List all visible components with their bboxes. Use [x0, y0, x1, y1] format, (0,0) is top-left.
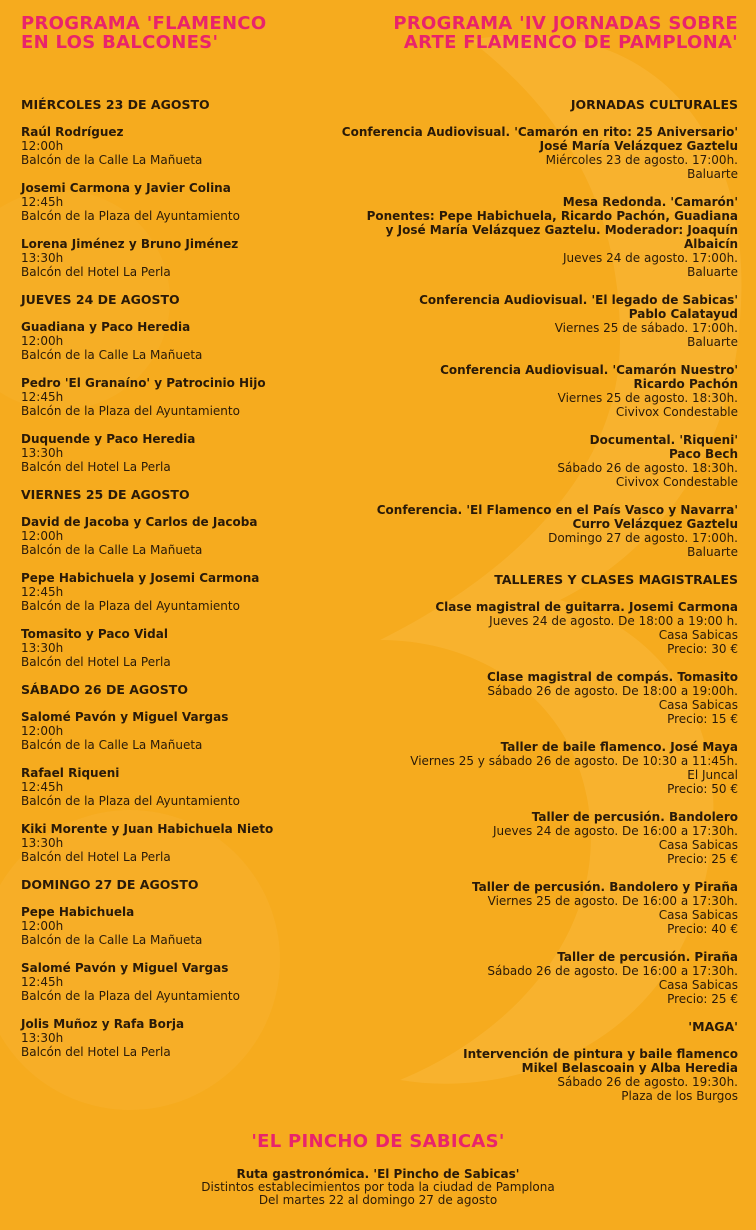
event-item: [21, 822, 351, 864]
item-title-line: Conferencia. 'El Flamenco en el País Vasco y Navarra': [376, 503, 738, 517]
item-title-line: Curro Velázquez Gaztelu: [572, 517, 738, 531]
item-detail-line: Jueves 24 de agosto. De 16:00 a 17:30h.: [492, 824, 738, 838]
program-section: [338, 1020, 738, 1103]
event-place: Balcón del Hotel La Perla: [21, 265, 171, 279]
item-detail-line: Civivox Condestable: [615, 405, 738, 419]
item-detail-line: Sábado 26 de agosto. De 16:00 a 17:30h.: [487, 964, 738, 978]
pincho-footer: [0, 1132, 756, 1207]
footer-line-3: Del martes 22 al domingo 27 de agosto: [258, 1193, 498, 1207]
event-artist: Kiki Morente y Juan Habichuela Nieto: [21, 822, 274, 836]
item-detail-line: Viernes 25 y sábado 26 de agosto. De 10:30 a 11:45h.: [410, 754, 738, 768]
event-time: 12:45h: [21, 585, 64, 599]
day-heading: DOMINGO 27 DE AGOSTO: [21, 877, 199, 892]
event-artist: Pepe Habichuela: [21, 905, 135, 919]
item-detail-line: Domingo 27 de agosto. 17:00h.: [548, 531, 738, 545]
event-item: [21, 710, 351, 752]
item-detail-line: Miércoles 23 de agosto. 17:00h.: [545, 153, 738, 167]
event-time: 13:30h: [21, 251, 64, 265]
event-place: Balcón del Hotel La Perla: [21, 655, 171, 669]
footer-line-1: Ruta gastronómica. 'El Pincho de Sabicas': [236, 1167, 520, 1181]
event-place: Balcón del Hotel La Perla: [21, 460, 171, 474]
program-item: [338, 810, 738, 866]
event-time: 12:45h: [21, 780, 64, 794]
program-item: [338, 433, 738, 489]
item-title-line: Mesa Redonda. 'Camarón': [562, 195, 738, 209]
day-heading: JUEVES 24 DE AGOSTO: [21, 292, 180, 307]
program-item: [338, 125, 738, 181]
item-title-line: Taller de percusión. Bandolero y Piraña: [472, 880, 738, 894]
event-time: 12:00h: [21, 724, 64, 738]
day-block: [21, 293, 351, 474]
item-detail-line: Precio: 30 €: [667, 642, 738, 656]
event-place: Balcón de la Plaza del Ayuntamiento: [21, 404, 240, 418]
event-artist: Salomé Pavón y Miguel Vargas: [21, 710, 229, 724]
event-artist: Lorena Jiménez y Bruno Jiménez: [21, 237, 239, 251]
program-item: [338, 1047, 738, 1103]
event-time: 12:45h: [21, 390, 64, 404]
event-item: [21, 515, 351, 557]
event-place: Balcón de la Calle La Mañueta: [21, 153, 203, 167]
item-detail-line: Baluarte: [687, 265, 738, 279]
event-item: [21, 1017, 351, 1059]
item-detail-line: Viernes 25 de agosto. De 16:00 a 17:30h.: [487, 894, 738, 908]
event-item: [21, 571, 351, 613]
item-detail-line: Sábado 26 de agosto. 19:30h.: [557, 1075, 738, 1089]
item-title-line: Pablo Calatayud: [628, 307, 738, 321]
item-title-line: José María Velázquez Gaztelu: [539, 139, 738, 153]
item-detail-line: Viernes 25 de sábado. 17:00h.: [554, 321, 738, 335]
item-title-line: Mikel Belascoain y Alba Heredia: [521, 1061, 738, 1075]
left-days-list: [21, 98, 351, 1059]
event-artist: Duquende y Paco Heredia: [21, 432, 196, 446]
item-detail-line: Civivox Condestable: [615, 475, 738, 489]
event-item: [21, 320, 351, 362]
event-time: 13:30h: [21, 1031, 64, 1045]
item-title-line: Intervención de pintura y baile flamenco: [463, 1047, 738, 1061]
item-detail-line: Precio: 40 €: [667, 922, 738, 936]
item-title-line: Taller de percusión. Piraña: [557, 950, 738, 964]
day-block: [21, 683, 351, 864]
event-item: [21, 125, 351, 167]
flamenco-balcones-column: [21, 14, 351, 1073]
event-item: [21, 627, 351, 669]
event-time: 12:00h: [21, 139, 64, 153]
program-item: [338, 293, 738, 349]
event-time: 12:00h: [21, 919, 64, 933]
item-detail-line: El Juncal: [687, 768, 738, 782]
event-place: Balcón del Hotel La Perla: [21, 850, 171, 864]
event-time: 13:30h: [21, 641, 64, 655]
event-time: 13:30h: [21, 446, 64, 460]
day-heading: SÁBADO 26 DE AGOSTO: [21, 682, 188, 697]
event-time: 12:45h: [21, 975, 64, 989]
event-item: [21, 237, 351, 279]
program-item: [338, 740, 738, 796]
program-item: [338, 363, 738, 419]
item-title-line: Conferencia Audiovisual. 'Camarón Nuestro': [440, 363, 738, 377]
event-artist: David de Jacoba y Carlos de Jacoba: [21, 515, 258, 529]
day-block: [21, 98, 351, 279]
event-place: Balcón de la Plaza del Ayuntamiento: [21, 209, 240, 223]
event-artist: Raúl Rodríguez: [21, 125, 124, 139]
program-item: [338, 600, 738, 656]
item-detail-line: Casa Sabicas: [658, 698, 738, 712]
item-detail-line: Jueves 24 de agosto. De 18:00 a 19:00 h.: [489, 614, 738, 628]
section-heading: TALLERES Y CLASES MAGISTRALES: [494, 572, 738, 587]
day-block: [21, 488, 351, 669]
item-title-line: Taller de percusión. Bandolero: [531, 810, 738, 824]
item-title-line: Documental. 'Riqueni': [589, 433, 738, 447]
item-detail-line: Jueves 24 de agosto. 17:00h.: [562, 251, 738, 265]
event-artist: Rafael Riqueni: [21, 766, 120, 780]
event-item: [21, 181, 351, 223]
item-detail-line: Baluarte: [687, 335, 738, 349]
section-heading: JORNADAS CULTURALES: [570, 97, 738, 112]
event-place: Balcón de la Plaza del Ayuntamiento: [21, 794, 240, 808]
event-place: Balcón de la Plaza del Ayuntamiento: [21, 989, 240, 1003]
program-item: [338, 880, 738, 936]
event-time: 12:00h: [21, 529, 64, 543]
left-program-title: PROGRAMA 'FLAMENCO EN LOS BALCONES': [21, 13, 267, 53]
section-heading: 'MAGA': [688, 1019, 738, 1034]
item-title-line: Taller de baile flamenco. José Maya: [500, 740, 738, 754]
event-item: [21, 432, 351, 474]
item-detail-line: Casa Sabicas: [658, 628, 738, 642]
item-title-line: Clase magistral de guitarra. Josemi Carmona: [435, 600, 738, 614]
item-detail-line: Precio: 25 €: [667, 992, 738, 1006]
item-detail-line: Precio: 50 €: [667, 782, 738, 796]
program-section: [338, 98, 738, 559]
program-item: [338, 195, 738, 279]
event-artist: Josemi Carmona y Javier Colina: [21, 181, 231, 195]
day-block: [21, 878, 351, 1059]
footer-line-2: Distintos establecimientos por toda la ciudad de Pamplona: [201, 1180, 555, 1194]
event-time: 13:30h: [21, 836, 64, 850]
right-sections-list: [338, 98, 738, 1103]
event-place: Balcón de la Calle La Mañueta: [21, 738, 203, 752]
event-artist: Jolis Muñoz y Rafa Borja: [21, 1017, 185, 1031]
event-place: Balcón de la Calle La Mañueta: [21, 933, 203, 947]
event-place: Balcón del Hotel La Perla: [21, 1045, 171, 1059]
item-detail-line: Viernes 25 de agosto. 18:30h.: [557, 391, 738, 405]
event-item: [21, 961, 351, 1003]
right-program-title: PROGRAMA 'IV JORNADAS SOBRE ARTE FLAMENCO DE PAMPLONA': [393, 13, 738, 53]
item-detail-line: Plaza de los Burgos: [621, 1089, 738, 1103]
item-title-line: Ponentes: Pepe Habichuela, Ricardo Pachón, Guadiana: [366, 209, 738, 223]
item-detail-line: Casa Sabicas: [658, 838, 738, 852]
item-detail-line: Precio: 15 €: [667, 712, 738, 726]
event-item: [21, 905, 351, 947]
item-detail-line: Casa Sabicas: [658, 908, 738, 922]
event-time: 12:45h: [21, 195, 64, 209]
item-title-line: Ricardo Pachón: [633, 377, 738, 391]
program-item: [338, 950, 738, 1006]
item-detail-line: Precio: 25 €: [667, 852, 738, 866]
item-detail-line: Casa Sabicas: [658, 978, 738, 992]
footer-title: 'EL PINCHO DE SABICAS': [251, 1131, 505, 1152]
event-artist: Pepe Habichuela y Josemi Carmona: [21, 571, 260, 585]
program-section: [338, 573, 738, 1006]
jornadas-column: [338, 14, 738, 1117]
item-title-line: y José María Velázquez Gaztelu. Moderador: Joaquín Albaicín: [385, 223, 738, 251]
event-place: Balcón de la Calle La Mañueta: [21, 543, 203, 557]
event-place: Balcón de la Calle La Mañueta: [21, 348, 203, 362]
event-artist: Pedro 'El Granaíno' y Patrocinio Hijo: [21, 376, 266, 390]
event-item: [21, 376, 351, 418]
item-title-line: Conferencia Audiovisual. 'El legado de Sabicas': [419, 293, 738, 307]
program-item: [338, 670, 738, 726]
event-item: [21, 766, 351, 808]
item-title-line: Clase magistral de compás. Tomasito: [487, 670, 738, 684]
event-artist: Tomasito y Paco Vidal: [21, 627, 168, 641]
item-title-line: Conferencia Audiovisual. 'Camarón en rito: 25 Aniversario': [341, 125, 738, 139]
event-time: 12:00h: [21, 334, 64, 348]
item-title-line: Paco Bech: [668, 447, 738, 461]
item-detail-line: Baluarte: [687, 545, 738, 559]
item-detail-line: Baluarte: [687, 167, 738, 181]
event-artist: Salomé Pavón y Miguel Vargas: [21, 961, 229, 975]
event-place: Balcón de la Plaza del Ayuntamiento: [21, 599, 240, 613]
item-detail-line: Sábado 26 de agosto. De 18:00 a 19:00h.: [487, 684, 738, 698]
day-heading: MIÉRCOLES 23 DE AGOSTO: [21, 97, 210, 112]
item-detail-line: Sábado 26 de agosto. 18:30h.: [557, 461, 738, 475]
day-heading: VIERNES 25 DE AGOSTO: [21, 487, 190, 502]
event-artist: Guadiana y Paco Heredia: [21, 320, 191, 334]
program-item: [338, 503, 738, 559]
